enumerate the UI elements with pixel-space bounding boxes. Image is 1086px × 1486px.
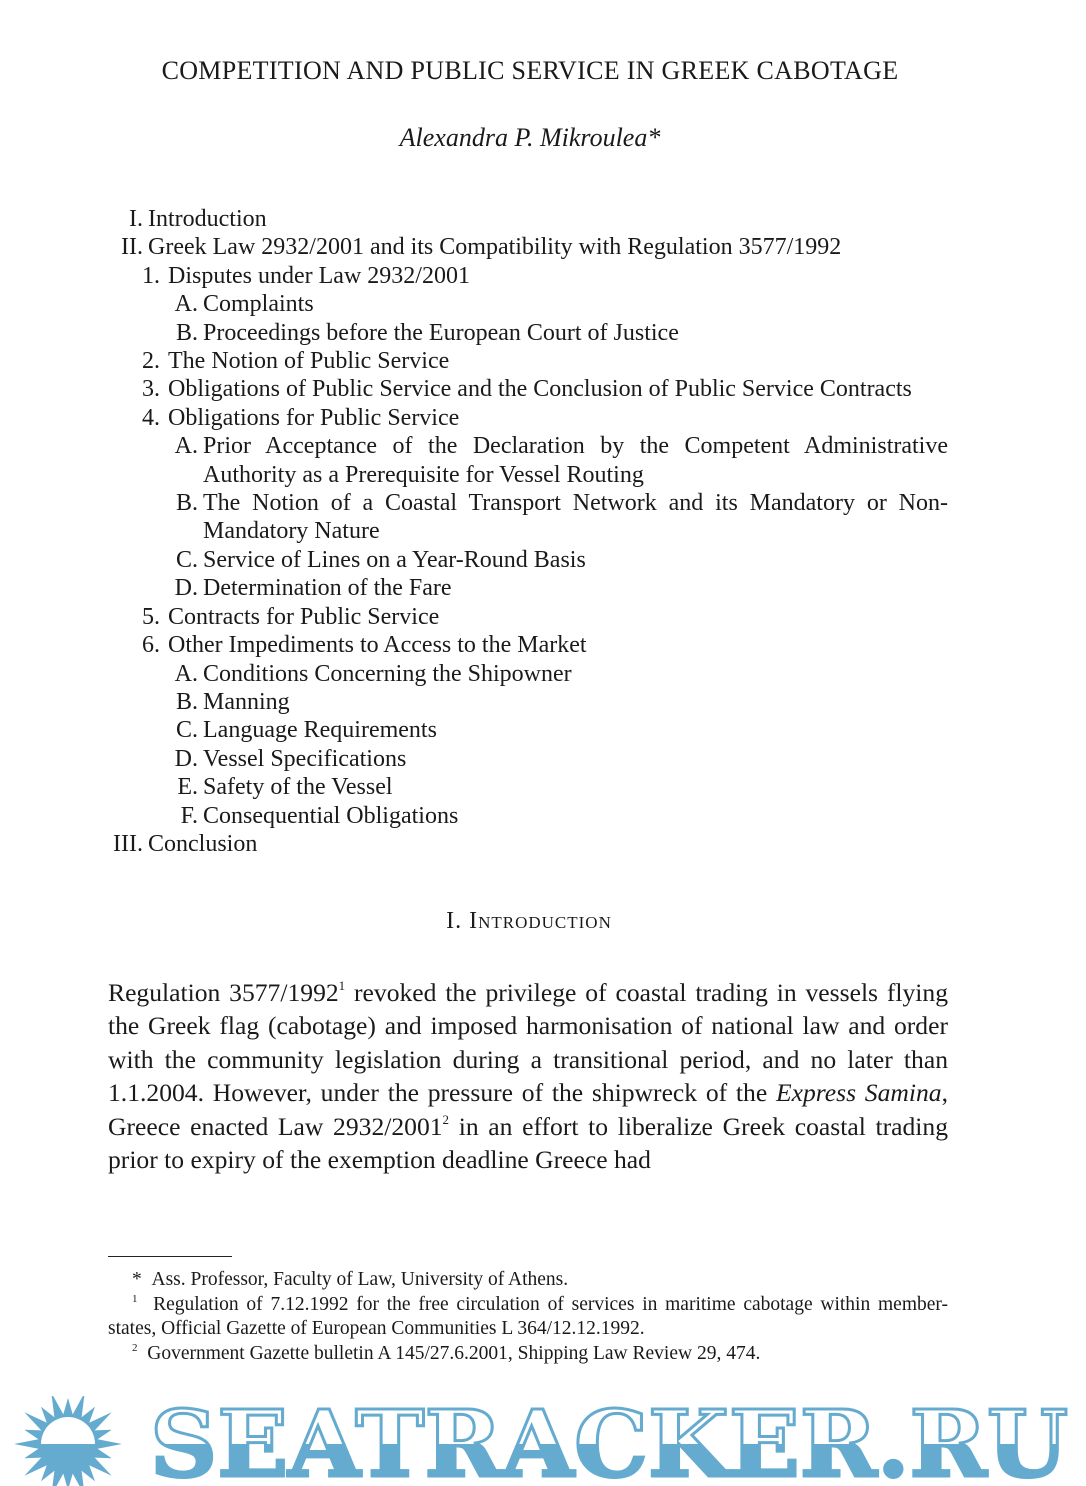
- toc-text: Other Impediments to Access to the Market: [168, 632, 587, 659]
- watermark-logo: [0, 1396, 1086, 1486]
- toc-text: Prior Acceptance of the Declaration by the Competent Administrative Authority as a Prerequisite for Vessel Routing: [203, 433, 948, 488]
- toc-entry: [0, 489, 1086, 546]
- toc-number: 3.: [142, 376, 160, 403]
- toc-text: Complaints: [203, 291, 314, 318]
- toc-text: Obligations of Public Service and the Conclusion of Public Service Contracts: [168, 376, 912, 403]
- vessel-name: Express Samina: [775, 1078, 942, 1108]
- toc-number: A.: [174, 660, 198, 687]
- toc-number: C.: [175, 717, 198, 744]
- toc-text: Language Requirements: [203, 717, 437, 744]
- table-of-contents: [0, 205, 1086, 858]
- toc-number: III.: [113, 830, 143, 857]
- body-paragraph: [108, 976, 948, 1176]
- footnote-mark: 2: [132, 1341, 138, 1354]
- toc-entry: [0, 205, 1086, 233]
- footnote-text: Government Gazette bulletin A 145/27.6.2001, Shipping Law Review 29, 474.: [147, 1342, 761, 1364]
- toc-entry: [0, 660, 1086, 688]
- toc-number: C.: [175, 546, 198, 573]
- toc-number: B.: [175, 490, 198, 517]
- footnote: [108, 1268, 948, 1293]
- toc-entry: [0, 347, 1086, 375]
- toc-entry: [0, 432, 1086, 489]
- toc-text: Vessel Specifications: [203, 745, 407, 772]
- toc-text: Greek Law 2932/2001 and its Compatibility with Regulation 3577/1992: [148, 234, 842, 261]
- toc-entry: [0, 631, 1086, 659]
- toc-entry: [0, 290, 1086, 318]
- footnote-mark: *: [132, 1269, 142, 1290]
- toc-number: A.: [174, 433, 198, 460]
- toc-number: D.: [174, 575, 198, 602]
- toc-number: 5.: [142, 603, 160, 630]
- watermark-text: SEATRACKER.RU: [150, 1396, 1068, 1486]
- toc-entry: [0, 404, 1086, 432]
- toc-entry: [0, 574, 1086, 602]
- footnote-ref: 1: [338, 978, 346, 993]
- footnotes: [108, 1268, 948, 1366]
- footnote-text: Regulation of 7.12.1992 for the free circulation of services in maritime cabotage within member-states, Official Gazette of European Communities L 364/12.12.1992.: [108, 1293, 948, 1339]
- toc-number: A.: [174, 291, 198, 318]
- toc-text: The Notion of Public Service: [168, 348, 450, 375]
- sun-icon: [14, 1396, 122, 1486]
- toc-number: F.: [180, 802, 198, 829]
- footnote-text: Ass. Professor, Faculty of Law, University of Athens.: [151, 1269, 569, 1290]
- toc-entry: [0, 375, 1086, 403]
- footnote-mark: 1: [132, 1292, 138, 1305]
- article-title: COMPETITION AND PUBLIC SERVICE IN GREEK CABOTAGE: [161, 56, 899, 85]
- toc-entry: [0, 319, 1086, 347]
- toc-number: B.: [175, 688, 198, 715]
- toc-text: Conclusion: [148, 830, 258, 857]
- toc-entry: [0, 830, 1086, 858]
- footnote: [108, 1293, 948, 1342]
- footnote: [108, 1342, 948, 1367]
- toc-text: Proceedings before the European Court of Justice: [203, 319, 679, 346]
- toc-number: 6.: [142, 632, 160, 659]
- author-name: Alexandra P. Mikroulea*: [399, 123, 661, 152]
- toc-text: Determination of the Fare: [203, 575, 452, 602]
- toc-text: The Notion of a Coastal Transport Network and its Mandatory or Non-Mandatory Nature: [203, 490, 948, 545]
- toc-text: Conditions Concerning the Shipowner: [203, 660, 572, 687]
- toc-entry: [0, 773, 1086, 801]
- toc-entry: [0, 233, 1086, 261]
- body-text: Regulation 3577/1992: [108, 978, 339, 1007]
- toc-text: Service of Lines on a Year-Round Basis: [203, 546, 586, 573]
- toc-number: II.: [121, 234, 143, 261]
- toc-entry: [0, 262, 1086, 290]
- toc-entry: [0, 802, 1086, 830]
- toc-number: I.: [129, 206, 143, 232]
- toc-number: 2.: [142, 348, 160, 375]
- toc-number: 4.: [142, 404, 160, 431]
- toc-text: Manning: [203, 688, 290, 715]
- toc-entry: [0, 603, 1086, 631]
- toc-number: E.: [177, 774, 198, 801]
- toc-entry: [0, 745, 1086, 773]
- footnote-ref: 2: [442, 1111, 450, 1127]
- toc-entry: [0, 546, 1086, 574]
- toc-number: 1.: [142, 262, 160, 289]
- toc-entry: [0, 688, 1086, 716]
- toc-entry: [0, 716, 1086, 744]
- toc-text: Introduction: [148, 206, 267, 232]
- body-text: in an effort to liberalize Greek coastal trading prior to expiry of the exemption deadline Greece had: [108, 1111, 948, 1175]
- body-text: revoked the privilege of coastal trading in vessels flying the Greek flag (cabotage) and imposed harmonisation of national law and order with the community legislation during a transitional period, and no later than 1.1.2004. However, under the pressure of the shipwreck of the: [108, 978, 949, 1108]
- toc-text: Safety of the Vessel: [203, 774, 393, 801]
- toc-text: Contracts for Public Service: [168, 603, 440, 630]
- toc-number: B.: [175, 319, 198, 346]
- toc-text: Disputes under Law 2932/2001: [168, 262, 470, 289]
- section-heading: I. Introduction: [446, 908, 612, 934]
- toc-text: Obligations for Public Service: [168, 404, 460, 431]
- toc-number: D.: [174, 745, 198, 772]
- toc-text: Consequential Obligations: [203, 802, 459, 829]
- body-text: , Greece enacted Law 2932/2001: [108, 1078, 948, 1141]
- footnote-divider: [108, 1256, 232, 1257]
